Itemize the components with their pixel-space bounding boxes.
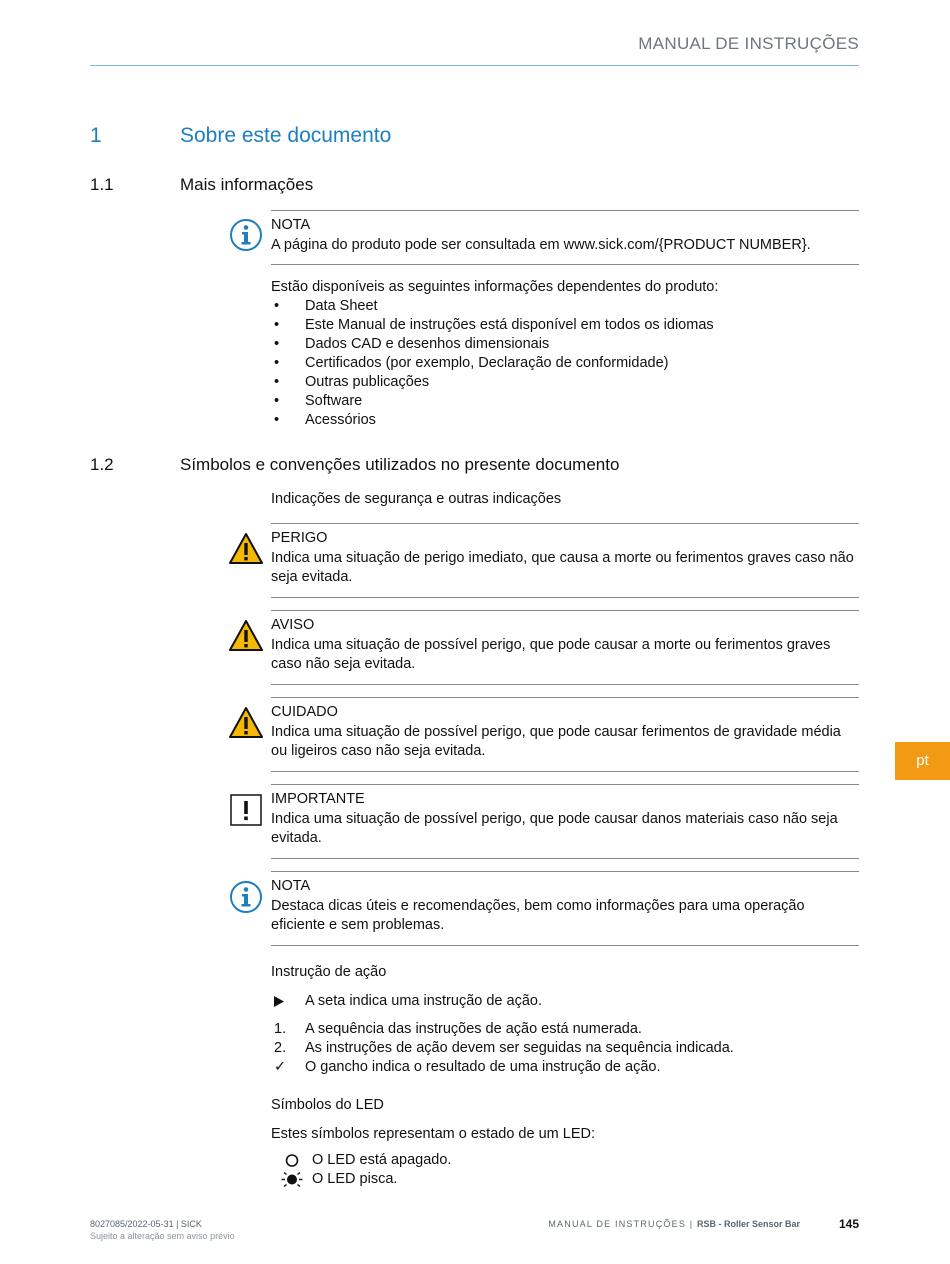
warning-triangle-icon — [229, 706, 263, 740]
led-heading: Símbolos do LED — [271, 1097, 384, 1113]
notice-text: Indica uma situação de possível perigo, que pode causar a morte ou ferimentos graves caso não seja evitada. — [271, 636, 831, 672]
notice-content — [271, 790, 861, 849]
step-marker: ✓ — [274, 1059, 287, 1075]
notice-top-rule — [271, 784, 859, 785]
running-header: MANUAL DE INSTRUÇÕES — [638, 34, 859, 53]
notice-top-rule — [271, 871, 859, 872]
section-number: 1 — [90, 124, 102, 147]
notice-content — [271, 616, 861, 675]
notice-content — [271, 703, 861, 762]
led-flashing-icon — [281, 1170, 303, 1189]
list-item-text: Dados CAD e desenhos dimensionais — [305, 336, 550, 352]
list-item — [271, 373, 861, 392]
safety-heading: Indicações de segurança e outras indicações — [271, 491, 562, 507]
list-item — [271, 316, 861, 335]
list-item-text: Outras publicações — [305, 374, 430, 390]
list-item-text: Data Sheet — [305, 298, 378, 314]
list-item-text: Acessórios — [305, 412, 376, 428]
list-item — [271, 297, 861, 316]
bullet-icon: • — [274, 355, 280, 371]
bullet-icon: • — [274, 412, 280, 428]
info-circle-icon — [229, 218, 263, 252]
action-step — [271, 1058, 861, 1077]
subsection-title: Mais informações — [180, 175, 314, 194]
notice-text: Indica uma situação de perigo imediato, que causa a morte ou ferimentos graves caso não seja evitada. — [271, 549, 854, 585]
header-divider — [90, 65, 859, 66]
list-item — [271, 411, 861, 430]
step-text: A sequência das instruções de ação está numerada. — [305, 1021, 642, 1037]
note-block — [271, 216, 861, 255]
step-marker: 1. — [274, 1021, 287, 1037]
notice-bottom-rule — [271, 771, 859, 772]
list-item — [271, 335, 861, 354]
note-label: NOTA — [271, 217, 311, 233]
footer-disclaimer: Sujeito a alteração sem aviso prévio — [90, 1231, 235, 1241]
list-item-text: Software — [305, 393, 363, 409]
bullet-icon: • — [274, 317, 280, 333]
footer-manual-info — [548, 1219, 800, 1229]
list-item — [271, 354, 861, 373]
led-flashing-text: O LED pisca. — [312, 1171, 398, 1187]
bullet-icon: • — [274, 298, 280, 314]
notice-bottom-rule — [271, 264, 859, 265]
notice-text: Indica uma situação de possível perigo, que pode causar danos materiais caso não seja evitada. — [271, 810, 838, 846]
language-tab[interactable]: pt — [895, 742, 950, 780]
action-arrow-text: A seta indica uma instrução de ação. — [305, 993, 542, 1009]
info-list — [271, 297, 861, 430]
list-item-text: Este Manual de instruções está disponível em todos os idiomas — [305, 317, 714, 333]
action-heading: Instrução de ação — [271, 964, 387, 980]
step-marker: 2. — [274, 1040, 287, 1056]
warning-triangle-icon — [229, 619, 263, 653]
bullet-icon: • — [274, 393, 280, 409]
action-step — [271, 1020, 861, 1039]
notice-top-rule — [271, 523, 859, 524]
led-off-text: O LED está apagado. — [312, 1152, 452, 1168]
subsection-number: 1.1 — [90, 175, 114, 194]
subsection-number: 1.2 — [90, 455, 114, 474]
action-steps-list — [271, 1020, 861, 1077]
notice-bottom-rule — [271, 684, 859, 685]
step-text: As instruções de ação devem ser seguidas na sequência indicada. — [305, 1040, 734, 1056]
warning-triangle-icon — [229, 532, 263, 566]
footer-doc-info — [90, 1218, 235, 1242]
bullet-icon: • — [274, 336, 280, 352]
notice-label: AVISO — [271, 617, 315, 633]
notice-top-rule — [271, 610, 859, 611]
notice-text: Indica uma situação de possível perigo, que pode causar ferimentos de gravidade média ou ligeiros caso não seja evitada. — [271, 723, 841, 759]
play-arrow-icon — [274, 996, 284, 1007]
led-off-icon — [281, 1151, 303, 1170]
bullet-icon: • — [274, 374, 280, 390]
list-item-text: Certificados (por exemplo, Declaração de conformidade) — [305, 355, 669, 371]
exclamation-box-icon — [229, 793, 263, 827]
info-circle-icon — [229, 880, 263, 914]
notice-label: NOTA — [271, 878, 311, 894]
notice-bottom-rule — [271, 858, 859, 859]
info-intro: Estão disponíveis as seguintes informações dependentes do produto: — [271, 279, 719, 295]
step-text: O gancho indica o resultado de uma instrução de ação. — [305, 1059, 661, 1075]
notice-top-rule — [271, 697, 859, 698]
page-number: 145 — [838, 1217, 859, 1231]
notice-label: CUIDADO — [271, 704, 338, 720]
footer-product-name: RSB - Roller Sensor Bar — [696, 1219, 800, 1229]
notice-bottom-rule — [271, 945, 859, 946]
notice-label: PERIGO — [271, 530, 328, 546]
notice-top-rule — [271, 210, 859, 211]
action-arrow-list — [271, 992, 861, 1011]
notice-content — [271, 877, 861, 936]
action-arrow-item — [271, 992, 861, 1011]
footer-manual-label: MANUAL DE INSTRUÇÕES | — [548, 1219, 694, 1229]
section-title: Sobre este documento — [180, 124, 392, 147]
notice-label: IMPORTANTE — [271, 791, 365, 807]
notice-text: Destaca dicas úteis e recomendações, bem como informações para uma operação eficiente e sem problemas. — [271, 897, 805, 933]
action-step — [271, 1039, 861, 1058]
footer-doc-id: 8027085/2022-05-31 | SICK — [90, 1219, 202, 1229]
subsection-title: Símbolos e convenções utilizados no presente documento — [180, 455, 620, 474]
notice-bottom-rule — [271, 597, 859, 598]
list-item — [271, 392, 861, 411]
led-intro: Estes símbolos representam o estado de um LED: — [271, 1126, 595, 1142]
note-text: A página do produto pode ser consultada em www.sick.com/{PRODUCT NUMBER}. — [271, 236, 811, 253]
notice-content — [271, 529, 861, 588]
